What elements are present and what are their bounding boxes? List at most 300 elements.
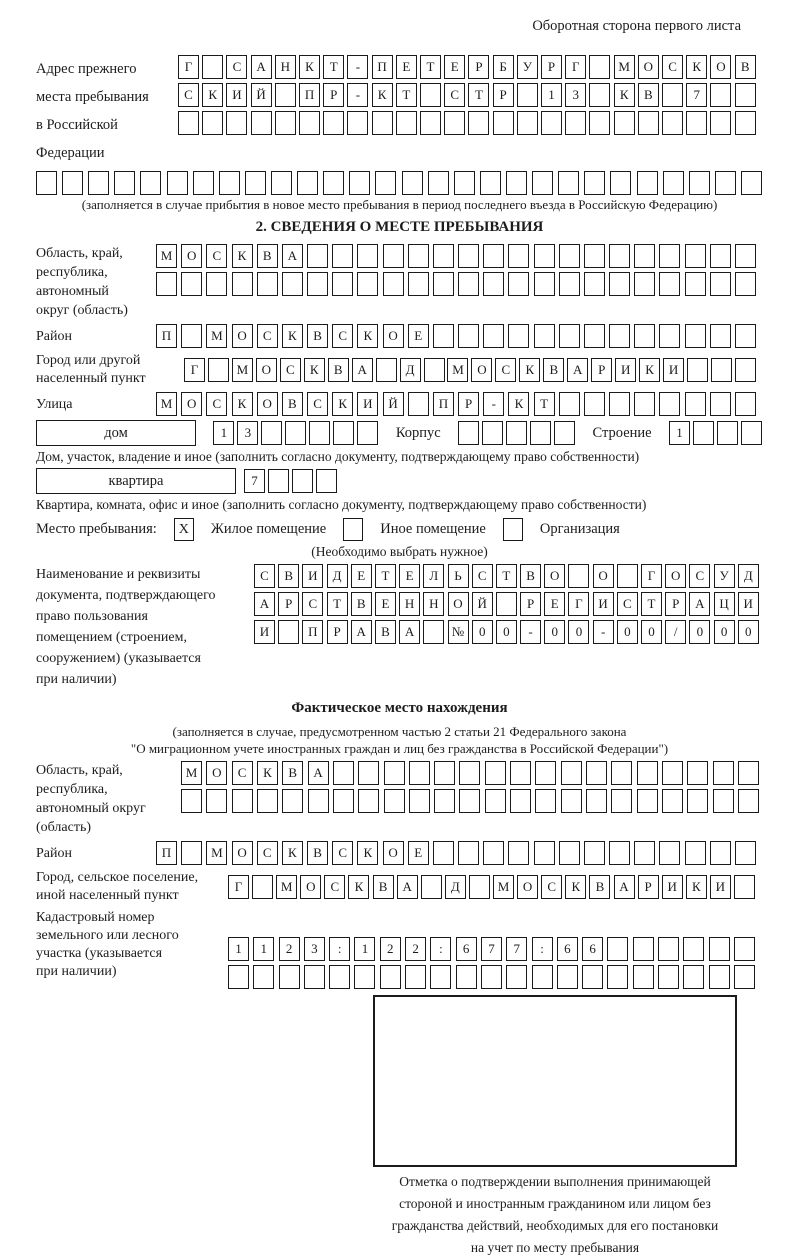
char-cell: Н xyxy=(275,55,296,79)
char-cell xyxy=(709,965,730,989)
char-cell: И xyxy=(357,392,378,416)
char-cell xyxy=(687,358,708,382)
char-cell: С xyxy=(206,244,227,268)
char-cell: 1 xyxy=(354,937,375,961)
char-cell xyxy=(458,324,479,348)
char-cell: М xyxy=(276,875,297,899)
char-cell xyxy=(558,171,579,195)
label-line: земельного или лесного xyxy=(36,928,179,943)
char-cell xyxy=(297,171,318,195)
char-cell: С xyxy=(257,841,278,865)
char-cell xyxy=(181,789,202,813)
char-cell: 6 xyxy=(456,937,477,961)
char-cell xyxy=(609,324,630,348)
char-cell xyxy=(384,789,405,813)
char-cell xyxy=(458,272,479,296)
char-cell: К xyxy=(282,841,303,865)
char-cell: Г xyxy=(228,875,249,899)
char-cell xyxy=(659,244,680,268)
page-corner-note: Оборотная сторона первого листа xyxy=(532,18,741,34)
fact-gorod-label xyxy=(36,869,228,905)
char-cell: О xyxy=(517,875,538,899)
char-cell: / xyxy=(665,620,686,644)
char-cell xyxy=(506,965,527,989)
char-cell xyxy=(333,789,354,813)
char-cell xyxy=(659,392,680,416)
char-cell: 3 xyxy=(237,421,258,445)
char-cell xyxy=(559,841,580,865)
label-line: помещением (строением, xyxy=(36,630,187,645)
char-cell xyxy=(589,83,610,107)
char-cell xyxy=(420,111,441,135)
char-cell: С xyxy=(332,841,353,865)
gorod-row xyxy=(184,358,756,382)
char-cell xyxy=(167,171,188,195)
char-cell: Т xyxy=(327,592,348,616)
char-cell xyxy=(307,244,328,268)
char-cell xyxy=(485,761,506,785)
char-cell xyxy=(508,324,529,348)
char-cell: В xyxy=(543,358,564,382)
char-cell: П xyxy=(156,841,177,865)
char-cell: М xyxy=(232,358,253,382)
kvartira-caption: Квартира, комната, офис и иное (заполнить согласно документу, подтверждающему право собственности) xyxy=(36,497,647,512)
char-cell: С xyxy=(332,324,353,348)
char-cell xyxy=(709,937,730,961)
char-cell xyxy=(710,841,731,865)
char-cell xyxy=(402,171,423,195)
char-cell: Р xyxy=(458,392,479,416)
char-cell xyxy=(634,244,655,268)
char-cell xyxy=(358,761,379,785)
char-cell: Г xyxy=(565,55,586,79)
char-cell xyxy=(304,965,325,989)
char-cell: С xyxy=(254,564,275,588)
dom-caption: Дом, участок, владение и иное (заполнить согласно документу, подтверждающему право собственности) xyxy=(36,449,640,464)
char-cell xyxy=(508,841,529,865)
char-cell: А xyxy=(397,875,418,899)
char-cell xyxy=(734,875,755,899)
char-cell: В xyxy=(307,324,328,348)
char-cell: В xyxy=(307,841,328,865)
label-line: округ (область) xyxy=(36,303,128,318)
char-cell xyxy=(372,111,393,135)
char-cell xyxy=(717,421,738,445)
char-cell xyxy=(458,421,479,445)
char-cell xyxy=(333,761,354,785)
char-cell: Ь xyxy=(448,564,469,588)
char-cell xyxy=(444,111,465,135)
label-line: автономный округ xyxy=(36,801,146,816)
char-cell: 0 xyxy=(738,620,759,644)
char-cell xyxy=(611,789,632,813)
char-cell xyxy=(561,761,582,785)
char-cell xyxy=(710,272,731,296)
char-cell: С xyxy=(280,358,301,382)
char-cell: И xyxy=(710,875,731,899)
char-cell: С xyxy=(689,564,710,588)
char-cell xyxy=(202,55,223,79)
char-cell xyxy=(517,111,538,135)
char-cell: О xyxy=(665,564,686,588)
char-cell: М xyxy=(493,875,514,899)
char-cell xyxy=(232,272,253,296)
char-cell xyxy=(156,272,177,296)
label-line: Наименование и реквизиты xyxy=(36,567,201,582)
char-cell xyxy=(559,392,580,416)
char-cell: Г xyxy=(184,358,205,382)
label-line: республика, xyxy=(36,265,108,280)
char-cell xyxy=(568,564,589,588)
char-cell: Р xyxy=(323,83,344,107)
char-cell: К xyxy=(232,244,253,268)
char-cell xyxy=(584,244,605,268)
char-cell: № xyxy=(448,620,469,644)
char-cell xyxy=(62,171,83,195)
char-cell: О xyxy=(300,875,321,899)
char-cell xyxy=(480,171,501,195)
char-cell: Д xyxy=(400,358,421,382)
checkbox-inoe-pomeshchenie xyxy=(343,518,363,541)
caption-line: Отметка о подтверждении выполнения принимающей xyxy=(399,1174,711,1189)
char-cell xyxy=(559,244,580,268)
char-cell xyxy=(459,761,480,785)
char-cell xyxy=(534,841,555,865)
char-cell: О xyxy=(471,358,492,382)
document-row-3 xyxy=(254,620,759,644)
char-cell xyxy=(251,111,272,135)
char-cell: Г xyxy=(641,564,662,588)
char-cell: О xyxy=(383,841,404,865)
char-cell: К xyxy=(639,358,660,382)
char-cell: И xyxy=(663,358,684,382)
char-cell xyxy=(208,358,229,382)
char-cell xyxy=(659,324,680,348)
section2 xyxy=(36,244,763,690)
char-cell xyxy=(534,272,555,296)
char-cell xyxy=(734,937,755,961)
char-cell xyxy=(430,965,451,989)
char-cell xyxy=(685,392,706,416)
char-cell xyxy=(433,272,454,296)
label-line: (область) xyxy=(36,820,92,835)
char-cell xyxy=(508,272,529,296)
char-cell: С xyxy=(178,83,199,107)
char-cell xyxy=(206,789,227,813)
fact-note-line-1: (заполняется в случае, предусмотренном частью 2 статьи 21 Федерального закона xyxy=(172,724,627,739)
label-line: населенный пункт xyxy=(36,371,146,386)
char-cell: А xyxy=(352,358,373,382)
char-cell: Д xyxy=(445,875,466,899)
label-line: Город или другой xyxy=(36,353,141,368)
prev-address-section xyxy=(36,55,763,213)
char-cell: О xyxy=(710,55,731,79)
char-cell xyxy=(534,324,555,348)
stamp-area xyxy=(373,995,763,1259)
char-cell: К xyxy=(508,392,529,416)
char-cell xyxy=(683,937,704,961)
char-cell xyxy=(409,789,430,813)
char-cell xyxy=(637,171,658,195)
char-cell xyxy=(383,272,404,296)
char-cell xyxy=(710,111,731,135)
char-cell xyxy=(662,111,683,135)
char-cell xyxy=(508,244,529,268)
char-cell: И xyxy=(302,564,323,588)
char-cell xyxy=(715,171,736,195)
char-cell xyxy=(424,358,445,382)
char-cell xyxy=(638,111,659,135)
char-cell xyxy=(433,244,454,268)
char-cell xyxy=(659,841,680,865)
char-cell xyxy=(193,171,214,195)
char-cell: В xyxy=(520,564,541,588)
char-cell xyxy=(535,789,556,813)
char-cell: Т xyxy=(375,564,396,588)
char-cell xyxy=(658,965,679,989)
char-cell xyxy=(686,111,707,135)
char-cell: О xyxy=(181,392,202,416)
char-cell: Р xyxy=(278,592,299,616)
char-cell: М xyxy=(206,324,227,348)
char-cell: А xyxy=(567,358,588,382)
char-cell xyxy=(584,171,605,195)
char-cell xyxy=(454,171,475,195)
char-cell: В xyxy=(328,358,349,382)
char-cell xyxy=(689,171,710,195)
char-cell: А xyxy=(614,875,635,899)
char-cell xyxy=(659,272,680,296)
char-cell: С xyxy=(541,875,562,899)
char-cell: 6 xyxy=(582,937,603,961)
checkbox-zhiloe-pomeshchenie: X xyxy=(174,518,194,541)
char-cell: С xyxy=(226,55,247,79)
stroenie-cells xyxy=(669,421,762,445)
char-cell: 1 xyxy=(669,421,690,445)
char-cell xyxy=(584,392,605,416)
char-cell: Е xyxy=(396,55,417,79)
char-cell xyxy=(275,83,296,107)
char-cell: Й xyxy=(383,392,404,416)
char-cell xyxy=(357,244,378,268)
char-cell: 2 xyxy=(279,937,300,961)
kvartira-cells xyxy=(244,469,337,493)
char-cell: П xyxy=(372,55,393,79)
char-cell: Р xyxy=(638,875,659,899)
char-cell: 3 xyxy=(565,83,586,107)
char-cell xyxy=(711,358,732,382)
char-cell xyxy=(483,841,504,865)
char-cell: 0 xyxy=(689,620,710,644)
char-cell: Т xyxy=(468,83,489,107)
char-cell xyxy=(493,111,514,135)
char-cell: А xyxy=(351,620,372,644)
char-cell xyxy=(408,272,429,296)
char-cell: Й xyxy=(251,83,272,107)
char-cell xyxy=(637,761,658,785)
document-label xyxy=(36,564,254,690)
label-line: места пребывания xyxy=(36,89,149,105)
char-cell xyxy=(357,272,378,296)
char-cell: Т xyxy=(641,592,662,616)
char-cell: О xyxy=(257,392,278,416)
char-cell xyxy=(607,937,628,961)
char-cell: 6 xyxy=(557,937,578,961)
char-cell xyxy=(735,83,756,107)
char-cell: Л xyxy=(423,564,444,588)
document-row-1 xyxy=(254,564,759,588)
char-cell: 0 xyxy=(568,620,589,644)
label-line: документа, подтверждающего xyxy=(36,588,216,603)
char-cell xyxy=(433,324,454,348)
char-cell xyxy=(710,244,731,268)
char-cell: К xyxy=(332,392,353,416)
char-cell xyxy=(375,171,396,195)
char-cell: А xyxy=(308,761,329,785)
char-cell xyxy=(202,111,223,135)
char-cell xyxy=(268,469,289,493)
char-cell xyxy=(735,358,756,382)
char-cell xyxy=(206,272,227,296)
char-cell: С xyxy=(257,324,278,348)
char-cell: О xyxy=(638,55,659,79)
char-cell xyxy=(332,244,353,268)
char-cell xyxy=(510,789,531,813)
char-cell xyxy=(634,324,655,348)
char-cell: 2 xyxy=(405,937,426,961)
char-cell xyxy=(279,965,300,989)
prev-address-row-4 xyxy=(36,171,762,195)
char-cell: М xyxy=(181,761,202,785)
dom-row xyxy=(36,420,762,446)
oblast-label xyxy=(36,244,156,320)
char-cell xyxy=(506,421,527,445)
char-cell xyxy=(396,111,417,135)
char-cell xyxy=(88,171,109,195)
char-cell xyxy=(535,761,556,785)
char-cell: Н xyxy=(399,592,420,616)
fact-note-line-2: "О миграционном учете иностранных граждан и лиц без гражданства в Российской Федерации") xyxy=(130,741,669,756)
label-line: Адрес прежнего xyxy=(36,61,137,77)
char-cell: Е xyxy=(351,564,372,588)
label-line: Город, сельское поселение, xyxy=(36,870,199,885)
char-cell: Й xyxy=(472,592,493,616)
char-cell xyxy=(228,965,249,989)
char-cell: Т xyxy=(420,55,441,79)
char-cell xyxy=(36,171,57,195)
char-cell xyxy=(586,789,607,813)
char-cell xyxy=(278,620,299,644)
char-cell: А xyxy=(689,592,710,616)
char-cell: С xyxy=(302,592,323,616)
char-cell: - xyxy=(483,392,504,416)
label-line: автономный xyxy=(36,284,109,299)
fact-oblast-row-1 xyxy=(181,761,759,785)
char-cell xyxy=(637,789,658,813)
char-cell: Р xyxy=(591,358,612,382)
char-cell xyxy=(609,244,630,268)
label-line: сооружением) (указывается xyxy=(36,651,201,666)
char-cell xyxy=(292,469,313,493)
char-cell xyxy=(245,171,266,195)
char-cell: 1 xyxy=(228,937,249,961)
char-cell: 7 xyxy=(244,469,265,493)
char-cell xyxy=(738,789,759,813)
char-cell xyxy=(687,789,708,813)
prev-address-note: (заполняется в случае прибытия в новое место пребывания в период последнего въезда в Российскую Федерацию) xyxy=(81,197,718,212)
char-cell xyxy=(517,83,538,107)
char-cell: И xyxy=(593,592,614,616)
char-cell: Т xyxy=(396,83,417,107)
char-cell: Е xyxy=(408,841,429,865)
fact-oblast-row-2 xyxy=(181,789,759,813)
label-line: иной населенный пункт xyxy=(36,888,179,903)
char-cell: К xyxy=(357,324,378,348)
char-cell xyxy=(434,761,455,785)
kvartira-field-label: квартира xyxy=(36,468,236,494)
kadastr-row-2 xyxy=(228,965,755,989)
char-cell: М xyxy=(156,244,177,268)
kadastr-label xyxy=(36,909,228,981)
char-cell xyxy=(114,171,135,195)
char-cell: В xyxy=(282,392,303,416)
char-cell xyxy=(261,421,282,445)
char-cell xyxy=(633,937,654,961)
caption-line: на учет по месту пребывания xyxy=(470,1240,640,1255)
char-cell xyxy=(584,324,605,348)
char-cell xyxy=(687,761,708,785)
char-cell xyxy=(634,392,655,416)
char-cell: О xyxy=(181,244,202,268)
mesto-note: (Необходимо выбрать нужное) xyxy=(311,544,488,559)
char-cell: Е xyxy=(399,564,420,588)
char-cell xyxy=(607,965,628,989)
char-cell xyxy=(282,272,303,296)
char-cell: Е xyxy=(544,592,565,616)
char-cell xyxy=(586,761,607,785)
char-cell xyxy=(333,421,354,445)
char-cell xyxy=(633,965,654,989)
char-cell: 0 xyxy=(714,620,735,644)
char-cell xyxy=(532,171,553,195)
char-cell: В xyxy=(278,564,299,588)
option-label-organizatsiya: Организация xyxy=(539,521,620,537)
char-cell: - xyxy=(347,55,368,79)
char-cell xyxy=(405,965,426,989)
char-cell xyxy=(658,937,679,961)
char-cell: И xyxy=(226,83,247,107)
char-cell: В xyxy=(257,244,278,268)
char-cell xyxy=(506,171,527,195)
char-cell xyxy=(468,111,489,135)
char-cell xyxy=(428,171,449,195)
char-cell xyxy=(662,83,683,107)
char-cell xyxy=(408,244,429,268)
char-cell xyxy=(408,392,429,416)
char-cell: Р xyxy=(468,55,489,79)
char-cell: : xyxy=(329,937,350,961)
char-cell: О xyxy=(256,358,277,382)
char-cell: : xyxy=(532,937,553,961)
char-cell: Р xyxy=(541,55,562,79)
char-cell xyxy=(485,789,506,813)
label-line: при наличии) xyxy=(36,964,117,979)
char-cell xyxy=(483,244,504,268)
char-cell: С xyxy=(472,564,493,588)
fact-section xyxy=(36,761,763,989)
char-cell xyxy=(456,965,477,989)
char-cell xyxy=(409,761,430,785)
